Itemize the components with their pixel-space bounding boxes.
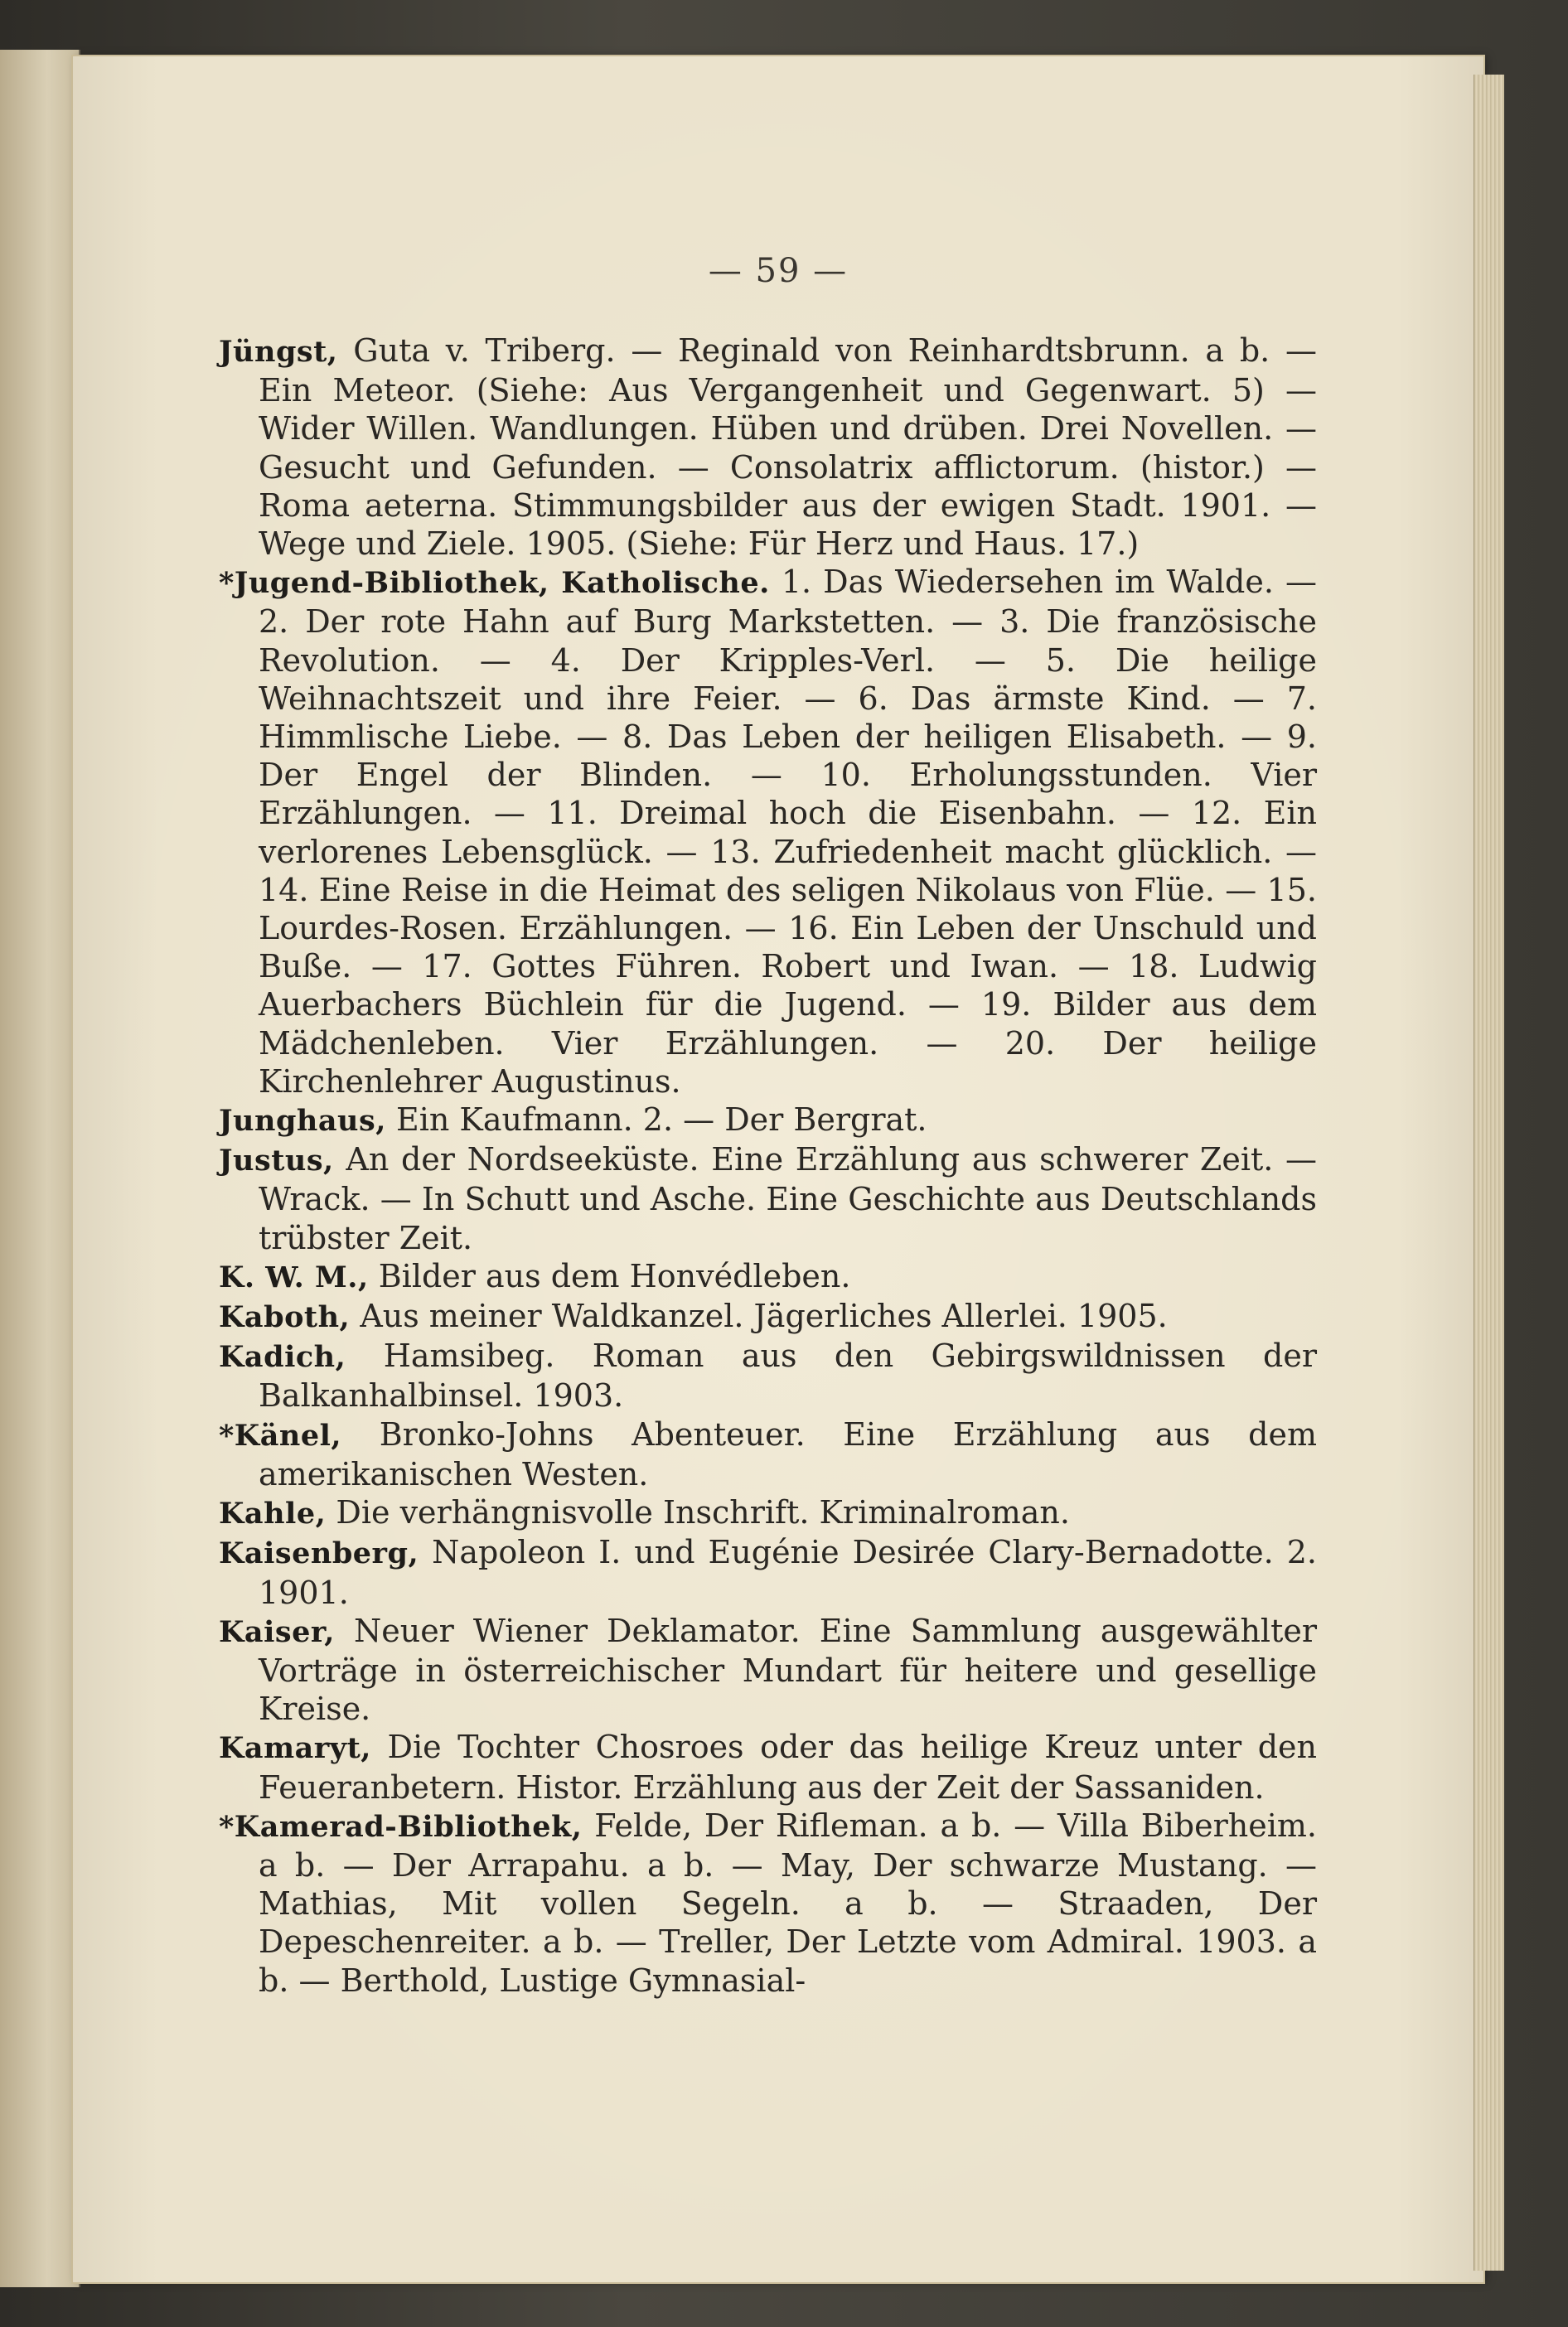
entry-text: Napoleon I. und Eugénie Desirée Clary-Bernadotte. 2. 1901. xyxy=(259,1534,1317,1611)
entry-text: Bronko-Johns Abenteuer. Eine Erzählung aus dem amerikanischen Westen. xyxy=(259,1415,1317,1492)
entry-text: 1. Das Wiedersehen im Walde. — 2. Der rote Hahn auf Burg Markstetten. — 3. Die französische Revolution. — 4. Der Kripples-Verl. — 5. Die heilige Weihnachtszeit und ihre Feier. — 6. Das ärmste Kind. — 7. Himmlische Liebe. — 8. Das Leben der heiligen Elisabeth. — 9. Der Engel der Blinden. — 10. Erholungsstunden. Vier Erzählungen. — 11. Dreimal hoch die Eisenbahn. — 12. Ein verlorenes Lebensglück. — 13. Zufriedenheit macht glücklich. — 14. Eine Reise in die Heimat des seligen Nikolaus von Flüe. — 15. Lourdes-Rosen. Erzählungen. — 16. Ein Leben der Unschuld und Buße. — 17. Gottes Führen. Robert und Iwan. — 18. Ludwig Auerbachers Büchlein für die Jugend. — 19. Bilder aus dem Mädchenleben. Vier Erzählungen. — 20. Der heilige Kirchenlehrer Augustinus. xyxy=(259,564,1317,1100)
entry-author: Kahle, xyxy=(219,1497,327,1531)
entry-author: Jüngst, xyxy=(219,335,338,369)
entry-author: *Jugend-Bibliothek, Katholische. xyxy=(219,566,770,601)
entry-author: Kaiser, xyxy=(219,1614,335,1649)
entry-kaiser xyxy=(219,1612,1317,1729)
entry-text: Bilder aus dem Honvédleben. xyxy=(378,1257,851,1294)
entry-author: Kamaryt, xyxy=(219,1731,371,1766)
entry-author: Kadich, xyxy=(219,1340,346,1375)
entry-kaenel xyxy=(219,1415,1317,1493)
facing-page-edge xyxy=(0,50,80,2287)
entry-kwm xyxy=(219,1257,1317,1297)
entry-author: *Känel, xyxy=(219,1418,342,1453)
entry-juengst xyxy=(219,331,1317,563)
entry-junghaus xyxy=(219,1101,1317,1140)
page-number: — 59 — xyxy=(708,252,849,290)
entry-kaboth xyxy=(219,1297,1317,1337)
entry-author: K. W. M., xyxy=(219,1260,369,1294)
page-fore-edge xyxy=(1474,75,1504,2271)
entry-author: Kaboth, xyxy=(219,1300,351,1335)
entry-author: Justus, xyxy=(219,1144,334,1178)
entry-justus xyxy=(219,1140,1317,1257)
entry-text: An der Nordseeküste. Eine Erzählung aus schwerer Zeit. — Wrack. — In Schutt und Asche. Eine Geschichte aus Deutschlands trübster Zeit. xyxy=(259,1141,1317,1256)
entry-text: Die Tochter Chosroes oder das heilige Kreuz unter den Feueranbetern. Histor. Erzählung aus der Zeit der Sassaniden. xyxy=(259,1729,1317,1806)
entry-jugend-bibliothek xyxy=(219,563,1317,1101)
entry-text: Hamsibeg. Roman aus den Gebirgswildnissen der Balkanhalbinsel. 1903. xyxy=(259,1338,1317,1415)
entry-kaisenberg xyxy=(219,1533,1317,1611)
entry-kamerad-bibliothek xyxy=(219,1807,1317,2000)
entry-kadich xyxy=(219,1337,1317,1415)
entry-author: *Kamerad-Bibliothek, xyxy=(219,1809,583,1844)
entry-text: Ein Kaufmann. 2. — Der Bergrat. xyxy=(395,1101,927,1139)
entry-list xyxy=(219,331,1317,2000)
entry-text: Felde, Der Rifleman. a b. — Villa Biberheim. a b. — Der Arrapahu. a b. — May, Der schwarze Mustang. — Mathias, Mit vollen Segeln. a b. — Straaden, Der Depeschenreiter. a b. — Treller, Der Letzte vom Admiral. 1903. a b. — Berthold, Lustige Gymnasial- xyxy=(259,1807,1317,1999)
entry-kahle xyxy=(219,1493,1317,1533)
entry-text: Die verhängnisvolle Inschrift. Kriminalroman. xyxy=(336,1494,1070,1531)
entry-text: Aus meiner Waldkanzel. Jägerliches Allerlei. 1905. xyxy=(360,1298,1168,1335)
entry-text: Neuer Wiener Deklamator. Eine Sammlung ausgewählter Vorträge in österreichischer Mundart für heitere und gesellige Kreise. xyxy=(259,1612,1317,1728)
entry-text: Guta v. Triberg. — Reginald von Reinhardtsbrunn. a b. — Ein Meteor. (Siehe: Aus Vergangenheit und Gegenwart. 5) — Wider Willen. Wandlungen. Hüben und drüben. Drei Novellen. — Gesucht und Gefunden. — Consolatrix afflictorum. (histor.) — Roma aeterna. Stimmungsbilder aus der ewigen Stadt. 1901. — Wege und Ziele. 1905. (Siehe: Für Herz und Haus. 17.) xyxy=(259,332,1317,563)
book-page xyxy=(73,56,1483,2282)
entry-author: Junghaus, xyxy=(219,1104,386,1139)
entry-author: Kaisenberg, xyxy=(219,1536,419,1571)
entry-kamaryt xyxy=(219,1728,1317,1806)
